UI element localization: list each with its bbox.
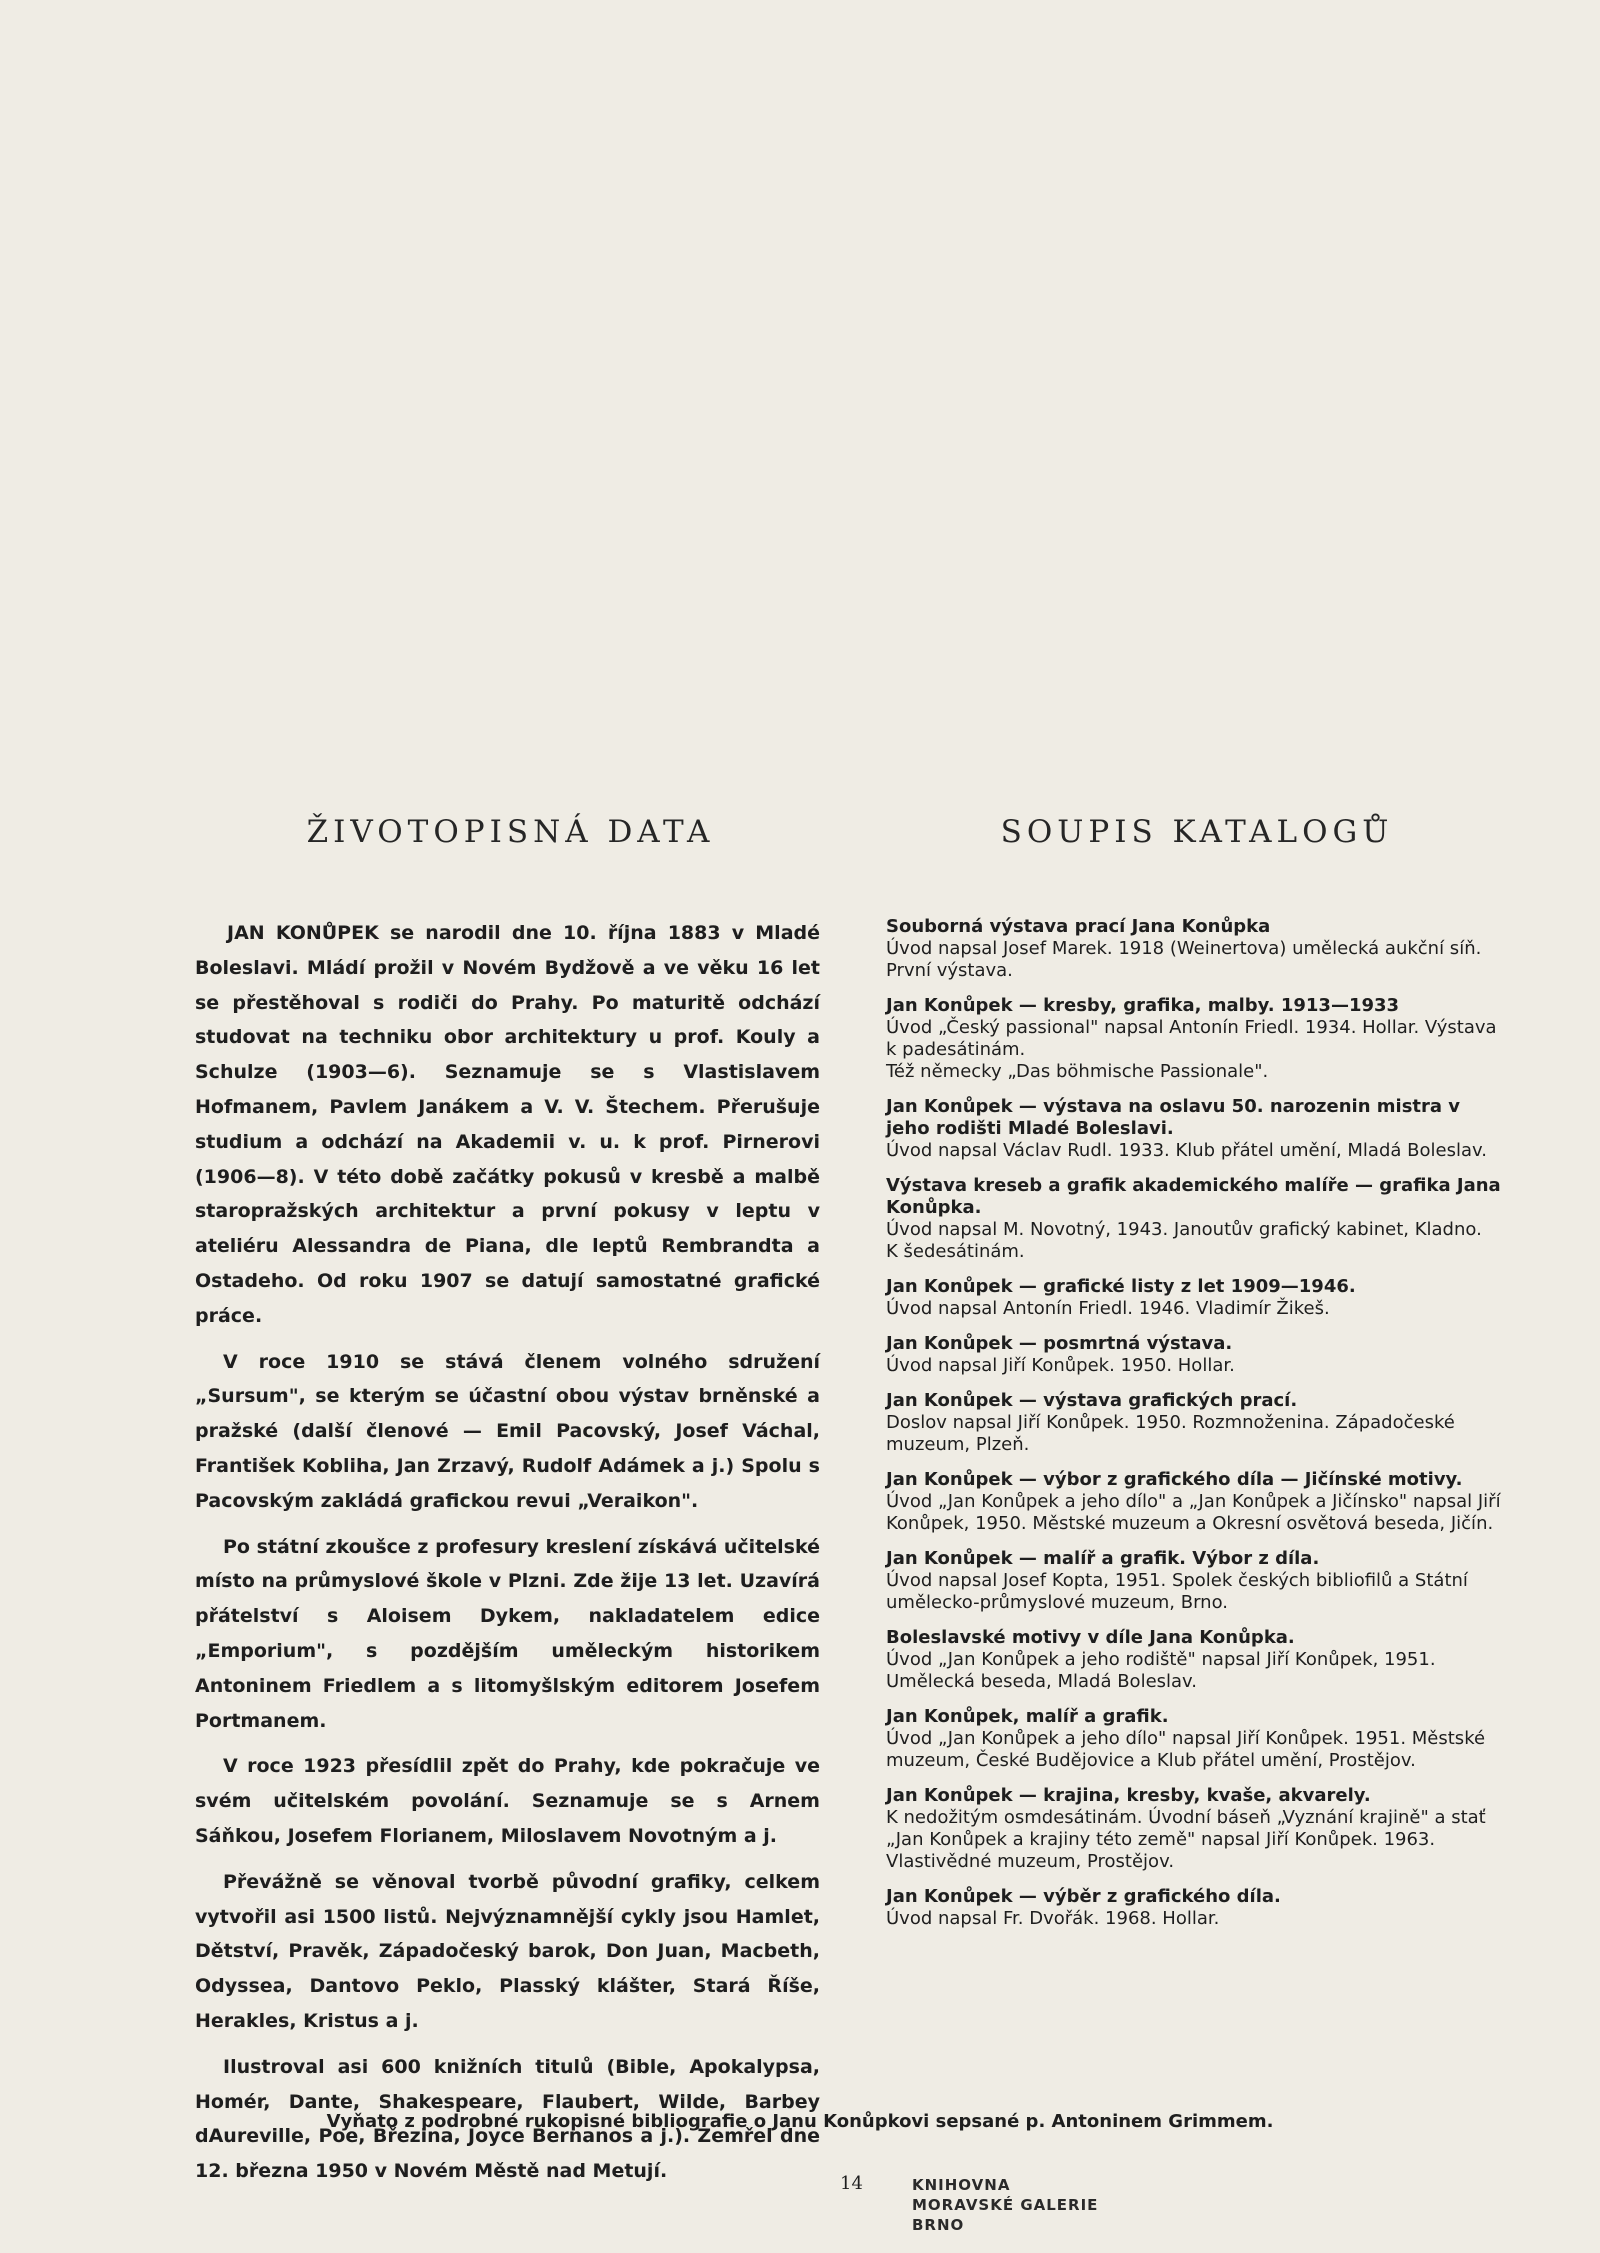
catalog-entry-title: Jan Konůpek — krajina, kresby, kvaše, akvarely. [886, 1785, 1371, 1806]
stamp-line: BRNO [912, 2216, 965, 2234]
catalog-entry-title: Jan Konůpek — výběr z grafického díla. [886, 1886, 1281, 1907]
catalog-entry [886, 995, 1508, 1083]
catalog-entry [886, 1548, 1508, 1614]
catalog-column [886, 808, 1508, 1943]
biography-paragraph: V roce 1910 se stává členem volného sdružení „Sursum", se kterým se účastní obou výstav brněnské a pražské (další členové — Emil Pacovský, Josef Váchal, František Kobliha, Jan Zrzavý, Rudolf Adámek a j.) Spolu s Pacovským zakládá grafickou revui „Veraikon". [195, 1350, 820, 1512]
catalog-entry-title: Boleslavské motivy v díle Jana Konůpka. [886, 1627, 1295, 1648]
catalog-entry [886, 1390, 1508, 1456]
catalog-entry-title: Souborná výstava prací Jana Konůpka [886, 916, 1271, 937]
catalog-entry [886, 1627, 1508, 1693]
biography-paragraph: V roce 1923 přesídlil zpět do Prahy, kde pokračuje ve svém učitelském povolání. Seznamuje se s Arnem Sáňkou, Josefem Florianem, Miloslavem Novotným a j. [195, 1755, 820, 1847]
catalog-list [886, 916, 1508, 1930]
catalog-entry-body: Úvod napsal Jiří Konůpek. 1950. Hollar. [886, 1355, 1235, 1376]
catalog-entry-body: Úvod napsal Václav Rudl. 1933. Klub přátel umění, Mladá Boleslav. [886, 1140, 1487, 1161]
catalog-entry [886, 1175, 1508, 1263]
biography-paragraph: Ilustroval asi 600 knižních titulů (Bible, Apokalypsa, Homér, Dante, Shakespeare, Flaubert, Wilde, Barbey dAureville, Poe, Březina, Joyce Bernanos a j.). Zemřel dne 12. března 1950 v Novém Městě nad Metují. [195, 2055, 820, 2183]
catalog-entry-title: Jan Konůpek, malíř a grafik. [886, 1706, 1169, 1727]
catalog-entry-title: Jan Konůpek — posmrtná výstava. [886, 1333, 1233, 1354]
catalog-entry-body: Úvod napsal Josef Marek. 1918 (Weinertova) umělecká aukční síň. První výstava. [886, 938, 1482, 981]
biography-column [195, 808, 820, 2200]
catalog-entry-body: K nedožitým osmdesátinám. Úvodní báseň „Vyznání krajině" a stať „Jan Konůpek a krajiny této země" napsal Jiří Konůpek. 1963. Vlastivědné muzeum, Prostějov. [886, 1807, 1486, 1872]
catalog-entry [886, 1886, 1508, 1930]
catalog-entry [886, 1469, 1508, 1535]
stamp-line: KNIHOVNA [912, 2176, 1011, 2194]
catalog-entry [886, 1706, 1508, 1772]
catalog-entry [886, 1333, 1508, 1377]
catalog-entry [886, 916, 1508, 982]
biography-heading: ŽIVOTOPISNÁ DATA [306, 814, 715, 850]
catalog-entry-body: Úvod „Jan Konůpek a jeho dílo" napsal Jiří Konůpek. 1951. Městské muzeum, České Budějovice a Klub přátel umění, Prostějov. [886, 1728, 1486, 1771]
catalog-entry-body: Úvod „Jan Konůpek a jeho dílo" a „Jan Konůpek a Jičínsko" napsal Jiří Konůpek, 1950. Městské muzeum a Okresní osvětová beseda, Jičín. [886, 1491, 1501, 1534]
catalog-entry-body: Doslov napsal Jiří Konůpek. 1950. Rozmnoženina. Západočeské muzeum, Plzeň. [886, 1412, 1455, 1455]
biography-text [195, 916, 820, 2189]
page-number: 14 [840, 2173, 863, 2194]
source-footnote: Vyňato z podrobné rukopisné bibliografie o Janu Konůpkovi sepsané p. Antoninem Grimmem. [326, 2111, 1274, 2132]
catalog-entry-title: Jan Konůpek — výbor z grafického díla — Jičínské motivy. [886, 1469, 1463, 1490]
catalog-entry-title: Jan Konůpek — kresby, grafika, malby. 1913—1933 [886, 995, 1400, 1016]
catalog-entry-body: Úvod napsal Josef Kopta, 1951. Spolek českých bibliofilů a Státní umělecko-průmyslové muzeum, Brno. [886, 1570, 1468, 1613]
catalog-entry-body: Úvod napsal Fr. Dvořák. 1968. Hollar. [886, 1908, 1220, 1929]
catalog-heading: SOUPIS KATALOGŮ [1000, 814, 1394, 850]
catalog-entry [886, 1785, 1508, 1873]
catalog-entry [886, 1096, 1508, 1162]
catalog-entry-body: Úvod napsal M. Novotný, 1943. Janoutův grafický kabinet, Kladno. K šedesátinám. [886, 1219, 1482, 1262]
catalog-entry-title: Jan Konůpek — grafické listy z let 1909—1946. [886, 1276, 1356, 1297]
catalog-entry-body: Úvod „Český passional" napsal Antonín Friedl. 1934. Hollar. Výstava k padesátinám. Též německy „Das böhmische Passionale". [886, 1017, 1497, 1082]
biography-paragraph: Po státní zkoušce z profesury kreslení získává učitelské místo na průmyslové škole v Plzni. Zde žije 13 let. Uzavírá přátelství s Aloisem Dykem, nakladatelem edice „Emporium", s pozdějším uměleckým historikem Antoninem Friedlem a s litomyšlským editorem Josefem Portmanem. [195, 1535, 820, 1732]
catalog-entry-title: Jan Konůpek — výstava na oslavu 50. narozenin mistra v jeho rodišti Mladé Boleslavi. [886, 1096, 1461, 1139]
catalog-entry-body: Úvod napsal Antonín Friedl. 1946. Vladimír Žikeš. [886, 1298, 1330, 1319]
library-stamp [912, 2175, 1098, 2235]
catalog-entry-body: Úvod „Jan Konůpek a jeho rodiště" napsal Jiří Konůpek, 1951. Umělecká beseda, Mladá Boleslav. [886, 1649, 1436, 1692]
catalog-entry-title: Výstava kreseb a grafik akademického malíře — grafika Jana Konůpka. [886, 1175, 1501, 1218]
catalog-entry-title: Jan Konůpek — malíř a grafik. Výbor z díla. [886, 1548, 1320, 1569]
stamp-line: MORAVSKÉ GALERIE [912, 2196, 1099, 2214]
biography-paragraph: Převážně se věnoval tvorbě původní grafiky, celkem vytvořil asi 1500 listů. Nejvýznamnější cykly jsou Hamlet, Dětství, Pravěk, Západočeský barok, Don Juan, Macbeth, Odyssea, Dantovo Peklo, Plasský klášter, Stará Říše, Herakles, Kristus a j. [195, 1870, 820, 2032]
catalog-entry [886, 1276, 1508, 1320]
catalog-entry-title: Jan Konůpek — výstava grafických prací. [886, 1390, 1298, 1411]
biography-paragraph: JAN KONŮPEK se narodil dne 10. října 1883 v Mladé Boleslavi. Mládí prožil v Novém Bydžově a ve věku 16 let se přestěhoval s rodiči do Prahy. Po maturitě odchází studovat na techniku obor architektury u prof. Kouly a Schulze (1903—6). Seznamuje se s Vlastislavem Hofmanem, Pavlem Janákem a V. V. Štechem. Přerušuje studium a odchází na Akademii v. u. k prof. Pirnerovi (1906—8). V této době začátky pokusů v kresbě a malbě staropražských architektur a první pokusy v leptu v ateliéru Alessandra de Piana, dle leptů Rembrandta a Ostadeho. Od roku 1907 se datují samostatné grafické práce. [195, 922, 820, 1327]
